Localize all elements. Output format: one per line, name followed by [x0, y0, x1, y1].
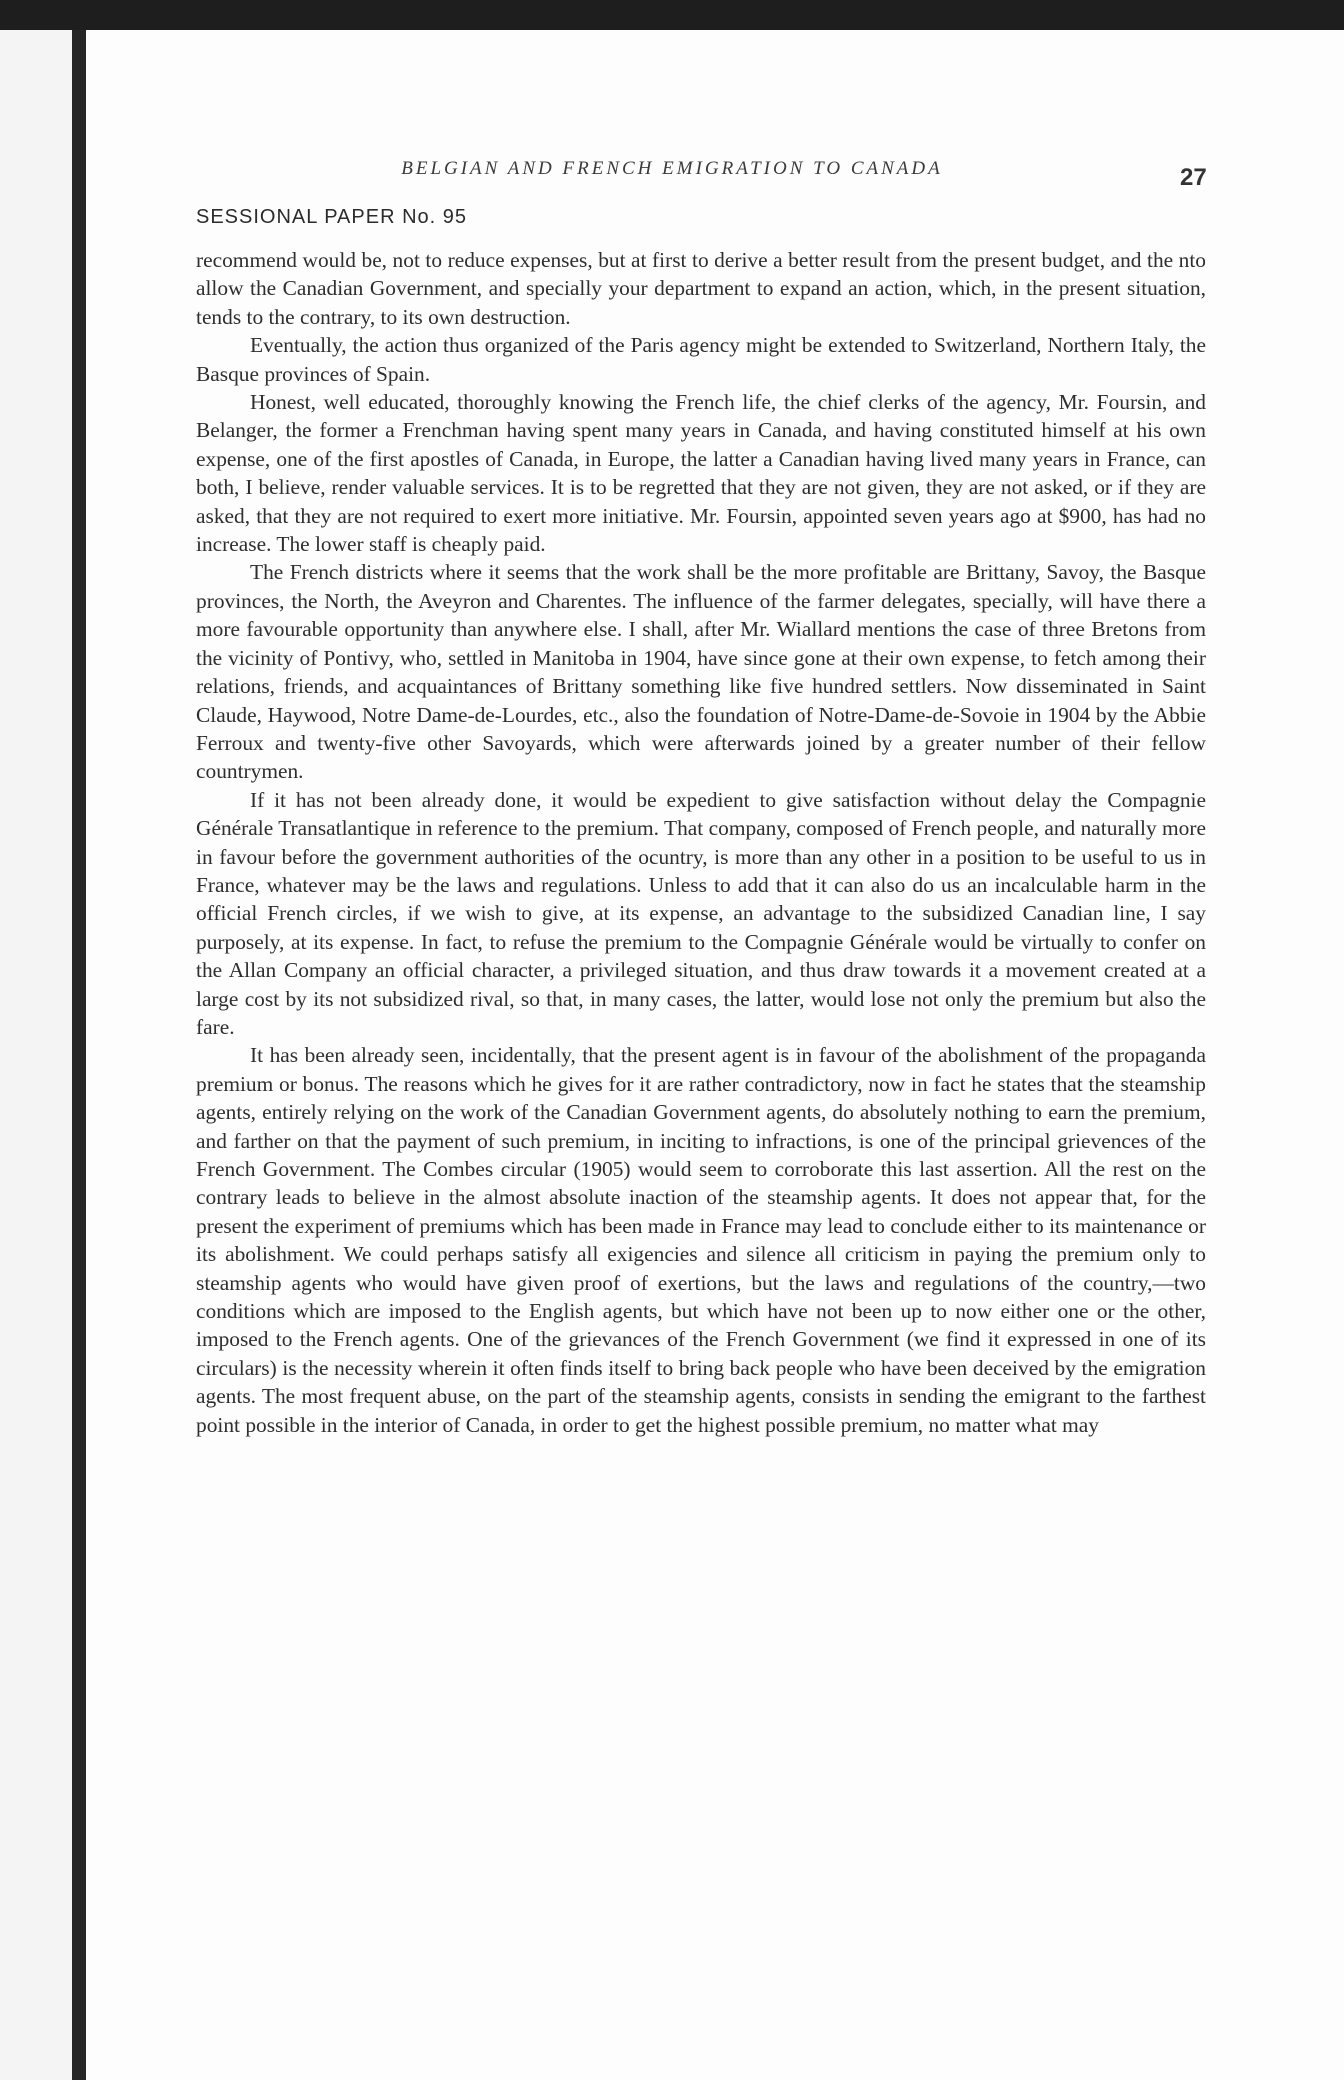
- running-head: BELGIAN AND FRENCH EMIGRATION TO CANADA: [401, 158, 943, 179]
- paragraph: The French districts where it seems that the work shall be the more profitable are Brittany, Savoy, the Basque provinces, the North, the Aveyron and Charentes. The influence of the farmer delegates, specially, will have there a more favourable opportunity than anywhere else. I shall, after Mr. Wiallard mentions the case of three Bretons from the vicinity of Pontivy, who, settled in Manitoba in 1904, have since gone at their own expense, to fetch among their relations, friends, and acquaintances of Brittany something like five hundred settlers. Now disseminated in Saint Claude, Haywood, Notre Dame-de-Lourdes, etc., also the foundation of Notre-Dame-de-Sovoie in 1904 by the Abbie Ferroux and twenty-five other Savoyards, which were afterwards joined by a greater number of their fellow countrymen.: [196, 560, 1206, 784]
- body-text: [196, 246, 1206, 1439]
- paragraph: Eventually, the action thus organized of the Paris agency might be extended to Switzerland, Northern Italy, the Basque provinces of Spain.: [196, 333, 1206, 386]
- scan-top-border: [0, 0, 1344, 30]
- paragraph: It has been already seen, incidentally, that the present agent is in favour of the abolishment of the propaganda premium or bonus. The reasons which he gives for it are rather contradictory, now in fact he states that the steamship agents, entirely relying on the work of the Canadian Government agents, do absolutely nothing to earn the premium, and farther on that the payment of such premium, in inciting to infractions, is one of the principal grievences of the French Government. The Combes circular (1905) would seem to corroborate this last assertion. All the rest on the contrary leads to believe in the almost absolute inaction of the steamship agents. It does not appear that, for the present the experiment of premiums which has been made in France may lead to conclude either to its maintenance or its abolishment. We could perhaps satisfy all exigencies and silence all criticism in paying the premium only to steamship agents who would have given proof of exertions, but the laws and regulations of the country,—two conditions which are imposed to the English agents, but which have not been up to now either one or the other, imposed to the French agents. One of the grievances of the French Government (we find it expressed in one of its circulars) is the necessity wherein it often finds itself to bring back people who have been deceived by the emigration agents. The most frequent abuse, on the part of the steamship agents, consists in sending the emigrant to the farthest point possible in the interior of Canada, in order to get the highest possible premium, no matter what may: [196, 1043, 1206, 1437]
- paragraph: Honest, well educated, thoroughly knowing the French life, the chief clerks of the agency, Mr. Foursin, and Belanger, the former a Frenchman having spent many years in Canada, and having constituted himself at his own expense, one of the first apostles of Canada, in Europe, the latter a Canadian having lived many years in France, can both, I believe, render valuable services. It is to be regretted that they are not given, they are not asked, or if they are asked, that they are not required to exert more initiative. Mr. Foursin, appointed seven years ago at $900, has had no increase. The lower staff is cheaply paid.: [196, 390, 1206, 557]
- sessional-paper-label: SESSIONAL PAPER No. 95: [196, 206, 467, 228]
- page-binding-edge: [72, 30, 86, 2080]
- scan-left-margin: [0, 30, 72, 2080]
- paragraph: recommend would be, not to reduce expenses, but at first to derive a better result from the present budget, and the nto allow the Canadian Government, and specially your department to expand an action, which, in the present situation, tends to the contrary, to its own destruction.: [196, 248, 1206, 329]
- page-number: 27: [1180, 164, 1207, 191]
- paragraph: If it has not been already done, it would be expedient to give satisfaction without delay the Compagnie Générale Transatlantique in reference to the premium. That company, composed of French people, and naturally more in favour before the government authorities of the ocuntry, is more than any other in a position to be useful to us in France, whatever may be the laws and regulations. Unless to add that it can also do us an incalculable harm in the official French circles, if we wish to give, at its expense, an advantage to the subsidized Canadian line, I say purposely, at its expense. In fact, to refuse the premium to the Compagnie Générale would be virtually to confer on the Allan Company an official character, a privileged situation, and thus draw towards it a movement created at a large cost by its not subsidized rival, so that, in many cases, the latter, would lose not only the premium but also the fare.: [196, 787, 1206, 1039]
